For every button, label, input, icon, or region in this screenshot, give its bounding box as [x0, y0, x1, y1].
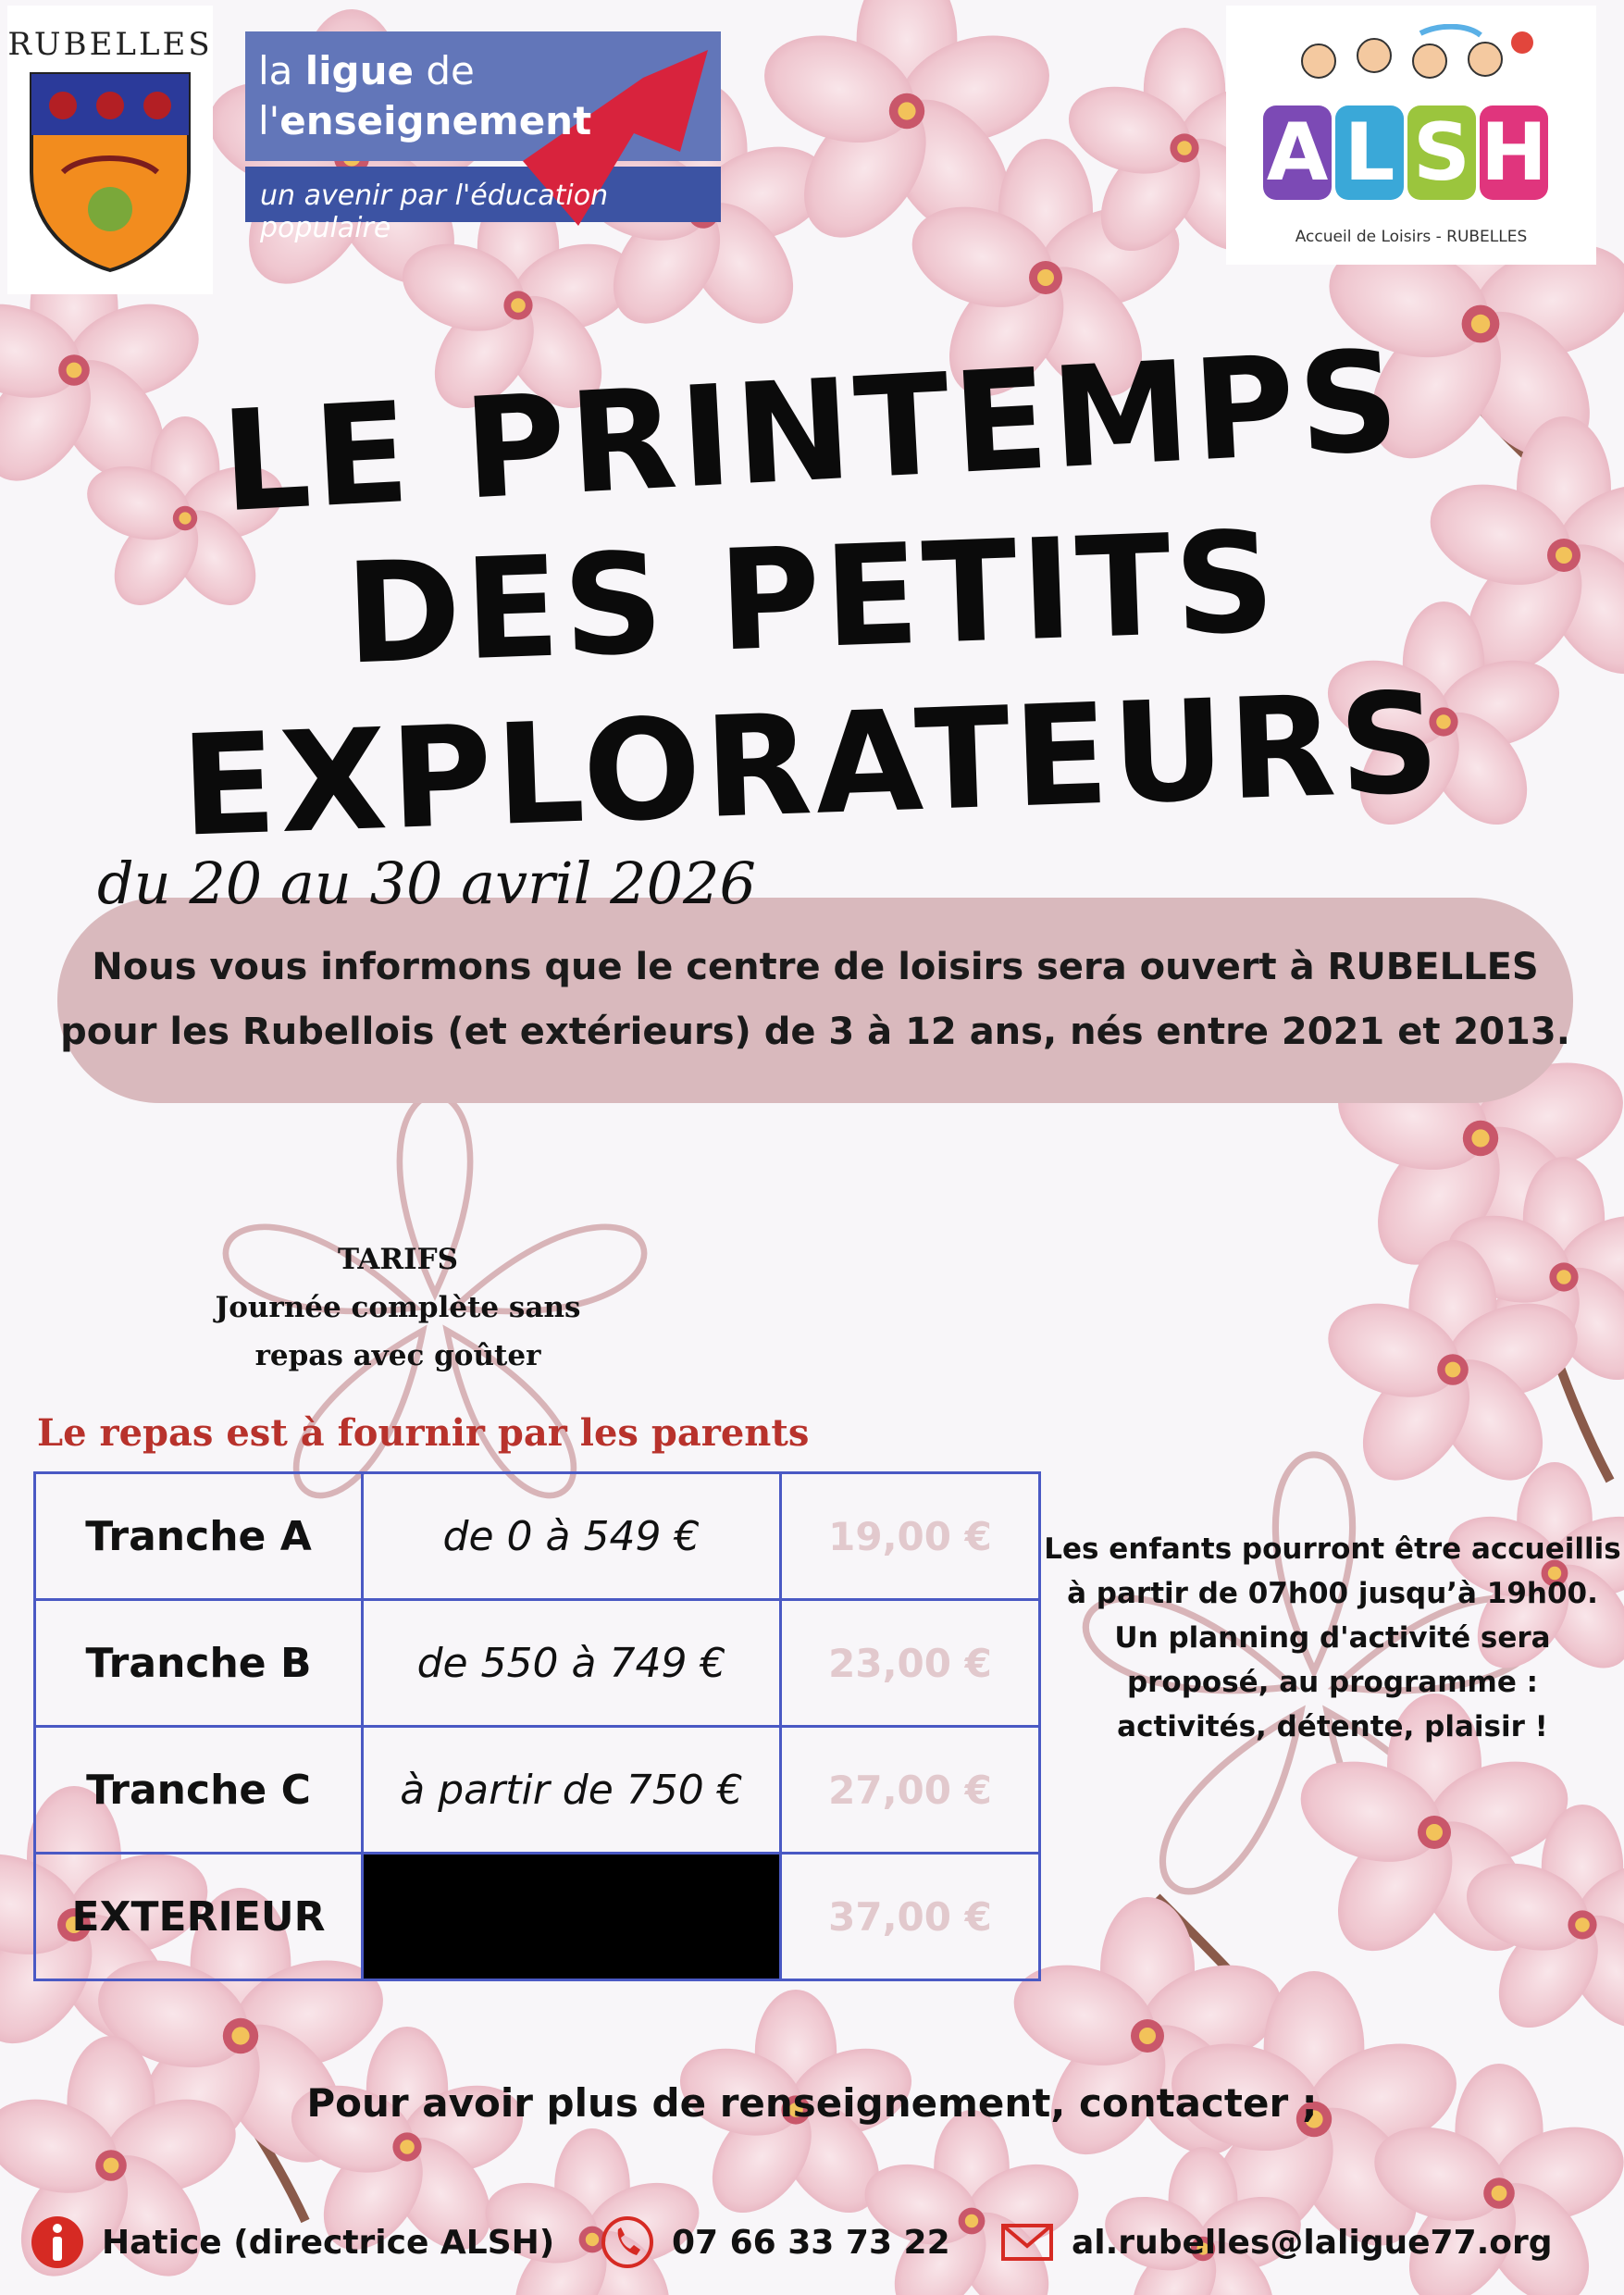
- info-icon: [30, 2214, 85, 2270]
- banner-line-2: pour les Rubellois (et extérieurs) de 3 à 12 ans, nés entre 2021 et 2013.: [60, 1011, 1570, 1053]
- email-icon: [999, 2214, 1055, 2270]
- info-banner: [57, 898, 1573, 1103]
- info-line-5: activités, détente, plaisir !: [1117, 1710, 1548, 1743]
- phone-icon: [600, 2214, 655, 2270]
- rubelles-logo: [7, 6, 213, 294]
- rate-range: à partir de 750 €: [363, 1727, 781, 1854]
- alsh-letters: A L S H: [1263, 105, 1548, 200]
- ligue-enseignement-logo: [245, 31, 721, 244]
- rate-name: Tranche C: [35, 1727, 363, 1854]
- banner-line-1: Nous vous informons que le centre de loisirs sera ouvert à RUBELLES: [92, 946, 1539, 988]
- rubelles-logo-text: RUBELLES: [7, 26, 213, 63]
- table-row: [35, 1854, 1040, 1980]
- ligue-logo-line1: la ligue de: [258, 48, 475, 93]
- event-dates: du 20 au 30 avril 2026: [97, 850, 756, 917]
- rate-price: 19,00 €: [781, 1473, 1040, 1600]
- alsh-logo: [1226, 6, 1596, 265]
- ligue-logo-line2: l'enseignement: [258, 98, 592, 143]
- contact-person-text: Hatice (directrice ALSH): [102, 2223, 555, 2262]
- tarifs-heading-block: [157, 1235, 638, 1380]
- contact-email-text: al.rubelles@laligue77.org: [1072, 2223, 1553, 2262]
- redacted-range-cell: [363, 1854, 781, 1980]
- meal-note: Le repas est à fournir par les parents: [37, 1411, 810, 1455]
- rate-range: de 550 à 749 €: [363, 1600, 781, 1727]
- contact-email[interactable]: [999, 2210, 1553, 2275]
- rate-range: de 0 à 549 €: [363, 1473, 781, 1600]
- alsh-subtitle: Accueil de Loisirs - RUBELLES: [1295, 228, 1528, 246]
- tarifs-line-3: repas avec goûter: [254, 1339, 541, 1372]
- info-line-1: Les enfants pourront être accueillis: [1044, 1532, 1621, 1566]
- rate-name: Tranche A: [35, 1473, 363, 1600]
- tarifs-line-2: Journée complète sans: [215, 1291, 581, 1324]
- children-drawing-icon: [1282, 24, 1541, 107]
- contact-phone[interactable]: [600, 2210, 950, 2275]
- rate-name: Tranche B: [35, 1600, 363, 1727]
- contact-phone-text: 07 66 33 73 22: [672, 2223, 950, 2262]
- title-line-2: DES PETITS: [342, 502, 1282, 696]
- rate-price: 23,00 €: [781, 1600, 1040, 1727]
- table-row: [35, 1600, 1040, 1727]
- info-line-2: à partir de 07h00 jusqu’à 19h00.: [1067, 1577, 1598, 1610]
- table-row: [35, 1473, 1040, 1600]
- contact-person: [30, 2210, 554, 2275]
- opening-hours-info: [1041, 1527, 1624, 1749]
- rate-price: 37,00 €: [781, 1854, 1040, 1980]
- rate-price: 27,00 €: [781, 1727, 1040, 1854]
- info-line-4: proposé, au programme :: [1126, 1666, 1539, 1699]
- title-line-3: EXPLORATEURS: [178, 663, 1446, 868]
- ligue-logo-tagline: un avenir par l'éducation populaire: [260, 180, 609, 244]
- rubelles-coat-of-arms-icon: [26, 70, 194, 274]
- info-line-3: Un planning d'activité sera: [1114, 1621, 1551, 1655]
- rate-name: EXTERIEUR: [35, 1854, 363, 1980]
- rates-table: [33, 1471, 1041, 1981]
- table-row: [35, 1727, 1040, 1854]
- contact-heading: Pour avoir plus de renseignement, contacter ;: [306, 2080, 1318, 2126]
- tarifs-heading: TARIFS: [337, 1243, 459, 1276]
- title-line-1: LE PRINTEMPS: [217, 320, 1407, 544]
